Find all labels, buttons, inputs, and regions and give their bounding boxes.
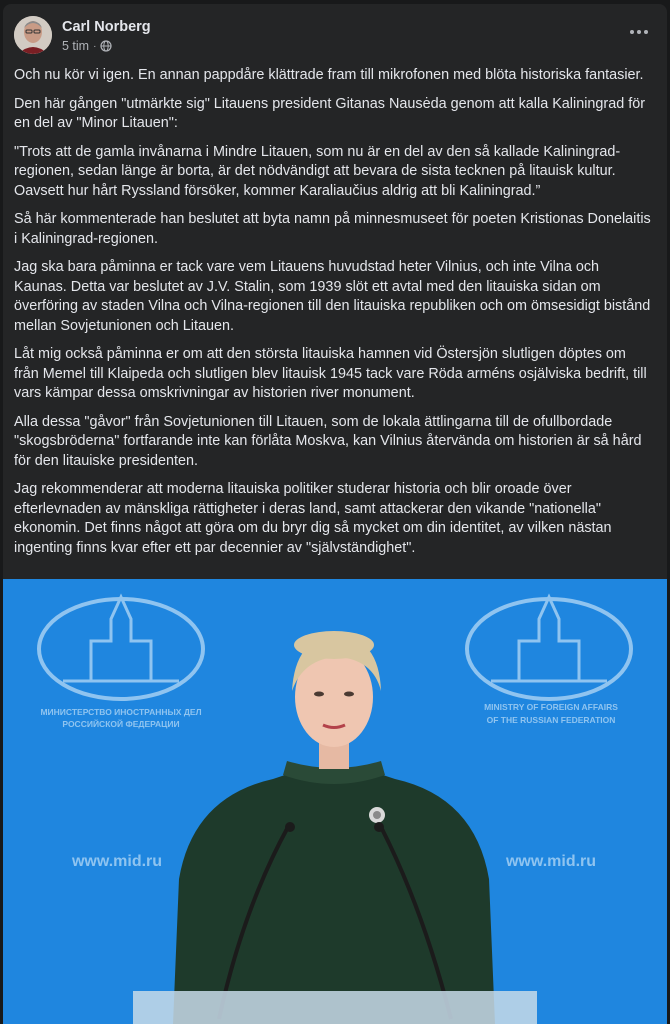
author-name[interactable]: Carl Norberg bbox=[62, 19, 151, 35]
author-avatar[interactable] bbox=[14, 16, 52, 54]
backdrop-ru-line-2: РОССИЙСКОЙ ФЕДЕРАЦИИ bbox=[62, 719, 180, 729]
post-card bbox=[3, 4, 667, 1024]
more-options-button[interactable] bbox=[627, 22, 651, 42]
globe-icon bbox=[100, 40, 112, 52]
post-meta bbox=[62, 39, 112, 53]
backdrop-ru-line-1: МИНИСТЕРСТВО ИНОСТРАННЫХ ДЕЛ bbox=[40, 707, 202, 717]
backdrop-url-right: www.mid.ru bbox=[505, 853, 597, 870]
backdrop-en-line-2: OF THE RUSSIAN FEDERATION bbox=[486, 715, 616, 725]
backdrop-en-line-1: MINISTRY OF FOREIGN AFFAIRS bbox=[484, 702, 618, 712]
post-time[interactable]: 5 tim bbox=[62, 39, 90, 53]
post-header bbox=[3, 4, 667, 64]
post-paragraph: Och nu kör vi igen. En annan pappdåre klättrade fram till mikrofonen med blöta historiska fantasier. bbox=[14, 67, 644, 83]
avatar-image bbox=[14, 16, 52, 54]
post-paragraph: Låt mig också påminna er om att den största litauiska hamnen vid Östersjön slutligen döptes om från Memel till Klaipeda och slutligen blev litauisk 1945 tack vare Röda arméns osjälviska bedrift, till vars kämpar dessa omskrivningar av historien river monument. bbox=[14, 346, 647, 401]
more-options-icon bbox=[630, 30, 634, 34]
podium bbox=[133, 991, 537, 1024]
post-paragraph: "Trots att de gamla invånarna i Mindre Litauen, som nu är en del av den så kallade Kaliningrad-regionen, sedan länge är borta, är det nödvändigt att bevara de sista tecknen på litauisk kultur. Oavsett hur hårt Ryssland försöker, kommer Karaliaučius aldrig att bli Kaliningrad.” bbox=[14, 143, 621, 199]
post-photo[interactable] bbox=[3, 579, 667, 1024]
post-paragraph: Jag rekommenderar att moderna litauiska politiker studerar historia och blir oroade över efterlevnaden av mänskliga rättigheter i deras land, samt attackerar den vikande "nationella" ekonomin. Det finns något att göra om du bryr dig så mycket om din identitet, av vilken nästan ingenting finns kvar efter ett par decennier av "självständighet". bbox=[14, 481, 612, 556]
post-paragraph: Alla dessa "gåvor" från Sovjetunionen till Litauen, som de lokala ättlingarna till de ofullbordade "skogsbröderna" fortfarande inte kan förlåta Moskva, kan Vilnius återvända om historien är så hård för den litauiske presidenten. bbox=[14, 413, 642, 469]
post-paragraph: Så här kommenterade han beslutet att byta namn på minnesmuseet för poeten Kristionas Donelaitis i Kaliningrad-regionen. bbox=[14, 211, 651, 247]
post-paragraph: Den här gången "utmärkte sig" Litauens president Gitanas Nausėda genom att kalla Kaliningrad för en del av "Minor Litauen": bbox=[14, 95, 645, 131]
backdrop-url-left: www.mid.ru bbox=[71, 853, 163, 870]
post-text bbox=[14, 66, 654, 567]
press-briefing-illustration bbox=[3, 579, 667, 1024]
post-paragraph: Jag ska bara påminna er tack vare vem Litauens huvudstad heter Vilnius, och inte Vilna och Kaunas. Detta var beslutet av J.V. Stalin, som 1939 slöt ett avtal med den litauiska sidan om överföring av staden Vilna och Vilna-regionen till den litauiska republiken och om ömsesidigt bistånd mellan Sovjetunionen och Litauen. bbox=[14, 259, 651, 334]
separator-dot: · bbox=[93, 40, 97, 52]
